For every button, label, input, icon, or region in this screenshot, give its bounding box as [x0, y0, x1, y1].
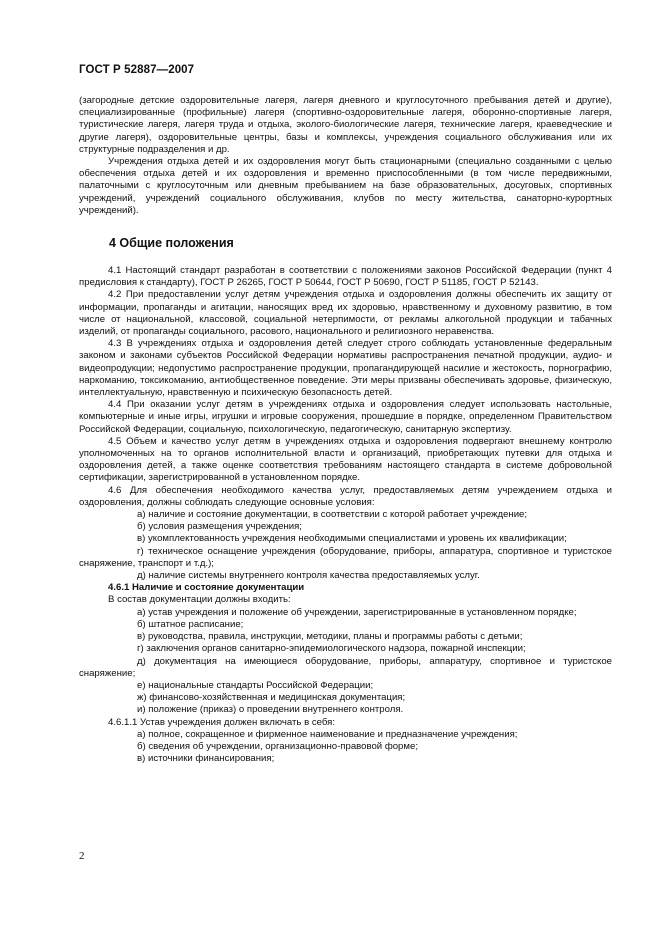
list-item: е) национальные стандарты Российской Федерации;: [137, 679, 374, 691]
intro-paragraph-1: (загородные детские оздоровительные лагеря, лагеря дневного и круглосуточного пребывания детей и другие), специализированные (профильные) лагеря (спортивно-оздоровительные лагеря, оборонно-спортивные лагеря, туристические лагеря, лагеря труда и отдыха, эколого-биологические лагеря, технические лагеря, краеведческие и другие лагеря), оздоровительные центры, базы и комплексы, учреждения социального обслуживания или их структурные подразделения и др.: [79, 95, 612, 155]
intro-block: [79, 95, 612, 217]
list-item: б) условия размещения учреждения;: [137, 521, 302, 533]
paragraph-4-6: 4.6 Для обеспечения необходимого качества услуг, предоставляемых детям учреждением отдыха и оздоровления, должны соблюдать следующие основные условия:: [79, 484, 612, 508]
subsection-4-6-1-1-intro: 4.6.1.1 Устав учреждения должен включать в себя:: [108, 716, 335, 728]
paragraph-4-5: 4.5 Объем и качество услуг детям в учреждениях отдыха и оздоровления подвергают внешнему контролю уполномоченных на то органов исполнительной власти и организаций, приобретающих путевки для отдыха и оздоровления детей, а также оценке соответствия требованиям настоящего стандарта в системе добровольной сертификации, зарегистрированной в установленном порядке.: [79, 435, 612, 484]
list-item: б) сведения об учреждении, организационно-правовой форме;: [137, 740, 418, 752]
list-item: а) полное, сокращенное и фирменное наименование и предназначение учреждения;: [137, 728, 518, 740]
list-item: д) документация на имеющиеся оборудование, приборы, аппаратуру, спортивное и туристское снаряжение;: [79, 655, 612, 679]
list-item: а) наличие и состояние документации, в соответствии с которой работает учреждение;: [137, 509, 528, 521]
list-item: д) наличие системы внутреннего контроля качества предоставляемых услуг.: [137, 570, 480, 582]
paragraph-4-3: 4.3 В учреждениях отдыха и оздоровления детей следует строго соблюдать установленные федеральным законом и законами субъектов Российской Федерации нормативы распространения печатной продукции, аудио- и видеопродукции; недопустимо распространение продукции, пропагандирующей насилие и жестокость, порнографию, наркоманию, токсикоманию, антиобщественное поведение. Эти меры призваны обеспечивать здоровье, физическую, интеллектуальную, нравственную и психическую безопасность детей.: [79, 338, 612, 399]
document-header: ГОСТ Р 52887—2007: [79, 64, 195, 76]
list-item: и) положение (приказ) о проведении внутреннего контроля.: [137, 704, 404, 716]
intro-paragraph-2: Учреждения отдыха детей и их оздоровления могут быть стационарными (специально созданными с целью обеспечения отдыха детей и их оздоровления и временно приспособленными (в том числе передвижными, палаточными с круглосуточным или дневным пребыванием на базе образовательных, досуговых, спортивных учреждений, учреждений социального обслуживания, клубов по месту жительства, санаторно-курортных учреждений).: [79, 156, 612, 216]
paragraph-4-2: 4.2 При предоставлении услуг детям учреждения отдыха и оздоровления должны обеспечить их защиту от информации, пропаганды и агитации, наносящих вред их здоровью, нравственному и духовному развитию, в том числе от национальной, классовой, социальной нетерпимости, от рекламы алкогольной продукции и табачных изделий, от пропаганды социального, расового, национального и религиозного неравенства.: [79, 289, 612, 338]
list-item: в) руководства, правила, инструкции, методики, планы и программы работы с детьми;: [137, 631, 523, 643]
list-item: в) источники финансирования;: [137, 753, 275, 765]
subsection-heading-4-6-1: 4.6.1 Наличие и состояние документации: [108, 582, 305, 594]
paragraph-4-1: 4.1 Настоящий стандарт разработан в соответствии с положениями законов Российской Федерации (пункт 4 предисловия к стандарту), ГОСТ Р 26265, ГОСТ Р 50644, ГОСТ Р 50690, ГОСТ Р 51185, ГОСТ Р 52143.: [79, 265, 612, 289]
section-body: [79, 265, 612, 765]
list-item: а) устав учреждения и положение об учреждении, зарегистрированные в установленном порядке;: [137, 606, 577, 618]
subsection-intro: В состав документации должны входить:: [108, 594, 291, 606]
list-item: г) заключения органов санитарно-эпидемиологического надзора, пожарной инспекции;: [137, 643, 526, 655]
page-number: 2: [79, 850, 85, 862]
list-item: ж) финансово-хозяйственная и медицинская документация;: [137, 692, 406, 704]
list-item: в) укомплектованность учреждения необходимыми специалистами и уровень их квалификации;: [137, 533, 567, 545]
list-item: г) техническое оснащение учреждения (оборудование, приборы, аппаратура, спортивное и туристское снаряжение, транспорт и т.д.);: [79, 545, 612, 569]
section-heading: 4 Общие положения: [109, 236, 234, 250]
paragraph-4-4: 4.4 При оказании услуг детям в учреждениях отдыха и оздоровления следует использовать настольные, компьютерные и иные игры, игрушки и игровые сооружения, прошедшие в порядке, определенном Правительством Российской Федерации, социальную, психологическую, педагогическую, санитарную экспертизу.: [79, 399, 612, 435]
list-item: б) штатное расписание;: [137, 618, 244, 630]
